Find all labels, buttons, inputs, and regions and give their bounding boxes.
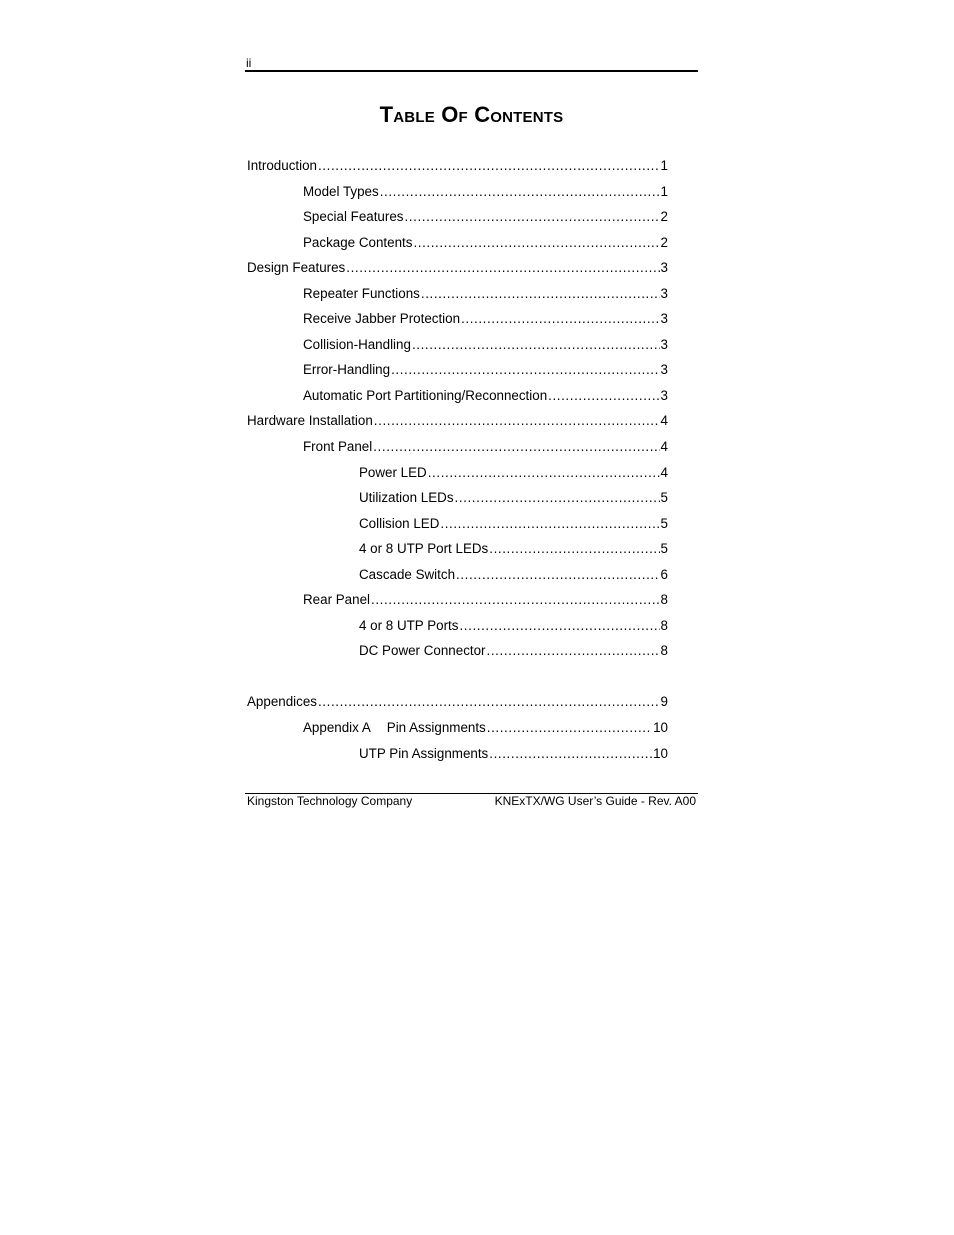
toc-entry-power-led[interactable]	[247, 460, 668, 486]
toc-entry-page: 8	[660, 617, 668, 633]
toc-entry-label	[303, 715, 486, 741]
toc-dot-leader	[391, 357, 659, 383]
toc-dot-leader	[489, 536, 659, 562]
toc-entry-repeater-functions[interactable]	[247, 281, 668, 307]
toc-entry-label: Rear Panel	[303, 592, 370, 608]
toc-entry-page: 1	[660, 183, 668, 199]
toc-entry-cascade-switch[interactable]	[247, 562, 668, 588]
toc-entry-page: 4	[660, 439, 668, 455]
toc-entry-page: 10	[653, 745, 668, 761]
toc-dot-leader	[421, 281, 660, 307]
toc-entry-label: Special Features	[303, 209, 404, 225]
toc-dot-leader	[373, 434, 659, 460]
toc-entry-page: 3	[660, 260, 668, 276]
toc-entry-label: 4 or 8 UTP Ports	[359, 617, 459, 633]
toc-dot-leader	[455, 485, 660, 511]
toc-entry-collision-handling[interactable]	[247, 332, 668, 358]
toc-entry-page: 1	[660, 158, 668, 173]
toc-entry-page: 3	[660, 311, 668, 327]
toc-dot-leader	[456, 562, 660, 588]
toc-entry-label: Error-Handling	[303, 362, 391, 378]
toc-entry-page: 3	[660, 336, 668, 352]
toc-entry-special-features[interactable]	[247, 204, 668, 230]
toc-dot-leader	[459, 613, 659, 639]
toc-dot-leader	[428, 460, 660, 486]
toc-dot-leader	[346, 255, 659, 281]
toc-entry-label: UTP Pin Assignments	[359, 745, 489, 761]
toc-entry-front-panel[interactable]	[247, 434, 668, 460]
toc-entry-dc-power-connector[interactable]	[247, 638, 668, 664]
toc-dot-leader	[371, 587, 660, 613]
toc-entry-label: Cascade Switch	[359, 566, 456, 582]
table-of-contents	[247, 153, 668, 766]
toc-entry-label: Receive Jabber Protection	[303, 311, 461, 327]
toc-entry-page: 8	[660, 643, 668, 659]
toc-entry-page: 5	[660, 541, 668, 557]
toc-entry-label: DC Power Connector	[359, 643, 486, 659]
toc-entry-appendix-a-pin-assignments[interactable]	[247, 715, 668, 741]
toc-entry-label: Front Panel	[303, 439, 373, 455]
toc-entry-page: 3	[660, 362, 668, 378]
toc-entry-page: 8	[660, 592, 668, 608]
toc-entry-page: 3	[660, 387, 668, 403]
footer-company: Kingston Technology Company	[247, 794, 413, 808]
toc-dot-leader	[440, 511, 659, 537]
toc-entry-package-contents[interactable]	[247, 230, 668, 256]
toc-entry-rear-panel[interactable]	[247, 587, 668, 613]
toc-dot-leader	[487, 638, 660, 664]
toc-entry-receive-jabber-protection[interactable]	[247, 306, 668, 332]
toc-entry-label: Repeater Functions	[303, 285, 420, 301]
toc-entry-label: Design Features	[247, 260, 346, 276]
toc-entry-title: Pin Assignments	[386, 720, 486, 736]
toc-entry-label: Hardware Installation	[247, 413, 373, 429]
toc-entry-error-handling[interactable]	[247, 357, 668, 383]
toc-entry-utilization-leds[interactable]	[247, 485, 668, 511]
toc-entry-page: 2	[660, 234, 668, 250]
toc-entry-prefix: Appendix A	[303, 720, 371, 736]
toc-dot-leader	[412, 332, 660, 358]
toc-entry-design-features[interactable]	[247, 255, 668, 281]
toc-entry-label: Collision-Handling	[303, 336, 411, 352]
toc-entry-introduction[interactable]	[247, 153, 668, 179]
toc-entry-appendices[interactable]	[247, 689, 668, 715]
toc-entry-label: Package Contents	[303, 234, 413, 250]
footer-document-title: KNExTX/WG User’s Guide - Rev. A00	[494, 794, 696, 808]
toc-dot-leader	[404, 204, 659, 230]
toc-entry-model-types[interactable]	[247, 179, 668, 205]
toc-entry-page: 2	[660, 209, 668, 225]
toc-entry-label: Appendices	[247, 694, 317, 710]
toc-entry-page: 5	[660, 490, 668, 506]
toc-dot-leader	[548, 383, 659, 409]
toc-entry-collision-led[interactable]	[247, 511, 668, 537]
header-rule	[245, 70, 698, 72]
toc-entry-page: 4	[660, 413, 668, 429]
toc-entry-utp-pin-assignments[interactable]	[247, 741, 668, 767]
toc-dot-leader	[374, 408, 660, 434]
toc-dot-leader	[489, 741, 652, 767]
toc-dot-leader	[487, 715, 652, 741]
toc-dot-leader	[413, 230, 659, 256]
toc-entry-hardware-installation[interactable]	[247, 408, 668, 434]
toc-entry-page: 5	[660, 515, 668, 531]
toc-entry-label: Collision LED	[359, 515, 440, 531]
toc-entry-label: Model Types	[303, 183, 379, 199]
toc-entry-label: Power LED	[359, 464, 427, 480]
toc-entry-page: 4	[660, 464, 668, 480]
toc-entry-label: 4 or 8 UTP Port LEDs	[359, 541, 489, 557]
toc-dot-leader	[318, 153, 660, 179]
toc-entry-page: 6	[660, 566, 668, 582]
page-title: Table Of Contents	[379, 102, 564, 127]
toc-entry-label: Automatic Port Partitioning/Reconnection	[303, 387, 548, 403]
toc-entry-label: Introduction	[247, 158, 317, 173]
toc-dot-leader	[461, 306, 659, 332]
toc-entry-page: 10	[653, 720, 668, 736]
toc-entry-page: 3	[660, 285, 668, 301]
toc-entry-label: Utilization LEDs	[359, 490, 454, 506]
toc-dot-leader	[318, 689, 660, 715]
toc-entry-automatic-port-partitioning[interactable]	[247, 383, 668, 409]
toc-dot-leader	[380, 179, 660, 205]
toc-entry-utp-port-leds[interactable]	[247, 536, 668, 562]
toc-entry-page: 9	[660, 694, 668, 710]
page-number: ii	[246, 56, 252, 70]
toc-entry-utp-ports[interactable]	[247, 613, 668, 639]
